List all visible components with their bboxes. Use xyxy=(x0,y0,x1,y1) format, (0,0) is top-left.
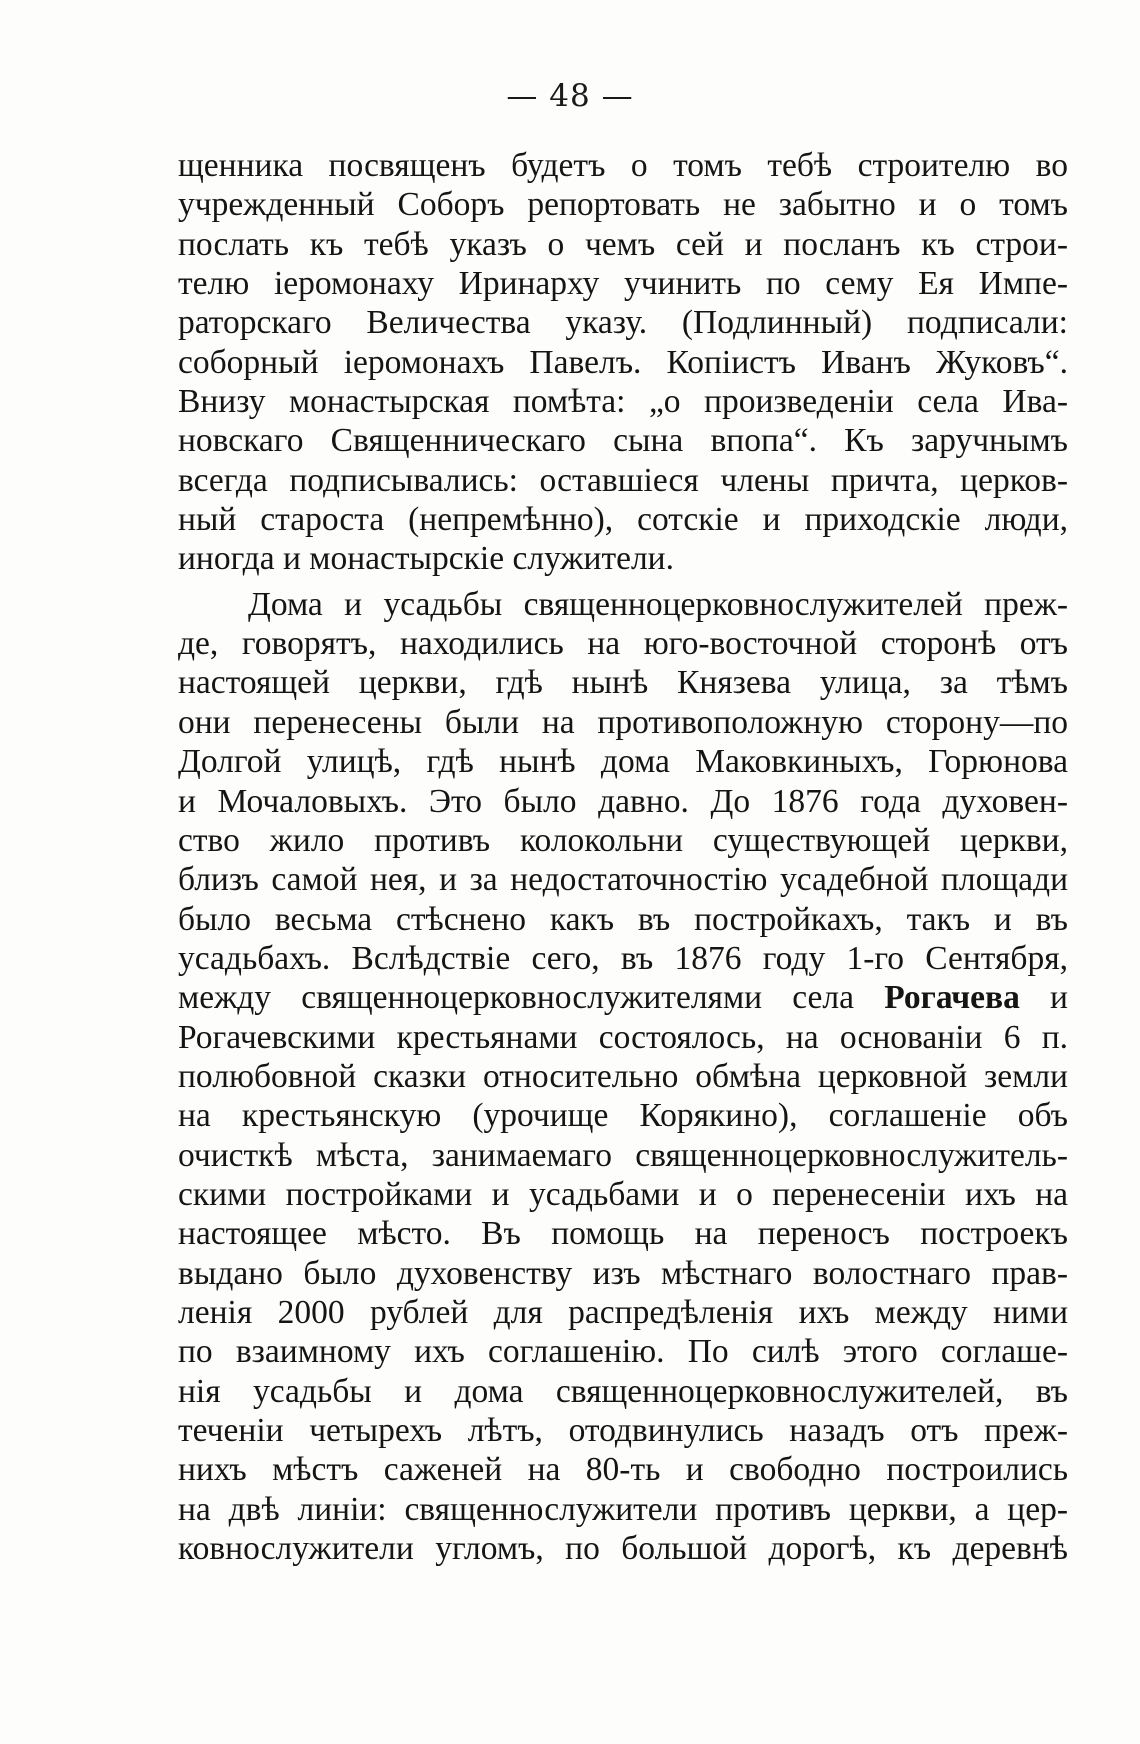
text-line: иногда и монастырскіе служители. xyxy=(178,540,674,578)
text-segment: и xyxy=(1019,979,1068,1017)
text-line: щенника посвященъ будетъ о томъ тебѣ строителю во xyxy=(178,147,1068,184)
text-line: на крестьянскую (урочище Корякино), соглашеніе объ xyxy=(178,1097,1068,1135)
text-line: соборный іеромонахъ Павелъ. Копіистъ Иванъ Жуковъ“. xyxy=(178,343,1068,381)
text-line: Дома и усадьбы священноцерковнослужителей преж- xyxy=(248,585,1068,623)
text-line: ство жило противъ колокольни существующей церкви, xyxy=(178,821,1068,859)
text-line: очисткѣ мѣста, занимаемаго священноцерковнослужитель- xyxy=(178,1136,1068,1174)
text-line: усадьбахъ. Вслѣдствіе сего, въ 1876 году 1-го Сентября, xyxy=(178,939,1068,977)
text-line: ленія 2000 рублей для распредѣленія ихъ между ними xyxy=(178,1293,1068,1331)
text-line: теченіи четырехъ лѣтъ, отодвинулись назадъ отъ преж- xyxy=(178,1412,1068,1449)
text-line: настоящей церкви, гдѣ нынѣ Князева улица, за тѣмъ xyxy=(178,664,1068,702)
text-line: новскаго Священническаго сына впопа“. Къ заручнымъ xyxy=(178,422,1068,460)
text-line: раторскаго Величества указу. (Подлинный) подписали: xyxy=(178,304,1068,342)
text-line: было весьма стѣснено какъ въ постройкахъ, такъ и въ xyxy=(178,900,1068,938)
text-line: и Мочаловыхъ. Это было давно. До 1876 года духовен- xyxy=(178,782,1068,820)
text-line: на двѣ линіи: священнослужители противъ церкви, а цер- xyxy=(178,1490,1068,1528)
text-line: они перенесены были на противоположную сторону—по xyxy=(178,703,1068,741)
text-segment: между священноцерковнослужителями села xyxy=(178,979,885,1017)
text-line: послать къ тебѣ указъ о чемъ сей и посланъ къ строи- xyxy=(178,225,1068,263)
text-line: телю іеромонаху Иринарху учинить по сему Ея Импе- xyxy=(178,265,1068,303)
text-line: близъ самой нея, и за недостаточностію усадебной площади xyxy=(178,861,1068,899)
text-line: Рогачевскими крестьянами состоялось, на основаніи 6 п. xyxy=(178,1018,1068,1056)
text-line: по взаимному ихъ соглашенію. По силѣ этого соглаше- xyxy=(178,1333,1068,1371)
text-line: ный староста (непремѣнно), сотскіе и приходскіе люди, xyxy=(178,501,1068,539)
text-line: ковнослужители угломъ, по большой дорогѣ, къ деревнѣ xyxy=(178,1530,1068,1568)
text-line: нихъ мѣстъ саженей на 80-ть и свободно построились xyxy=(178,1451,1068,1489)
paragraph-1 xyxy=(178,146,1068,579)
text-line: скими постройками и усадьбами и о перенесеніи ихъ на xyxy=(178,1175,1068,1213)
text-line: Долгой улицѣ, гдѣ нынѣ дома Маковкиныхъ, Горюнова xyxy=(178,743,1068,781)
text-line: учрежденный Соборъ репортовать не забытно и о томъ xyxy=(178,186,1068,224)
text-line: настоящее мѣсто. Въ помощь на переносъ построекъ xyxy=(178,1215,1068,1253)
text-line: нія усадьбы и дома священноцерковнослужителей, въ xyxy=(178,1372,1068,1410)
bold-place-name: Рогачева xyxy=(884,979,1020,1017)
page-number: — 48 — xyxy=(506,78,634,114)
text-line: Внизу монастырская помѣта: „о произведеніи села Ива- xyxy=(178,383,1068,421)
text-line: выдано было духовенству изъ мѣстнаго волостнаго прав- xyxy=(178,1254,1068,1292)
page-text xyxy=(178,146,1068,1568)
paragraph-2 xyxy=(178,585,1068,1569)
text-line: всегда подписывались: оставшіеся члены причта, церков- xyxy=(178,461,1068,499)
text-line: де, говорятъ, находились на юго-восточной сторонѣ отъ xyxy=(178,625,1068,663)
text-line-with-bold xyxy=(178,978,1068,1017)
text-line: полюбовной сказки относительно обмѣна церковной земли xyxy=(178,1057,1068,1095)
